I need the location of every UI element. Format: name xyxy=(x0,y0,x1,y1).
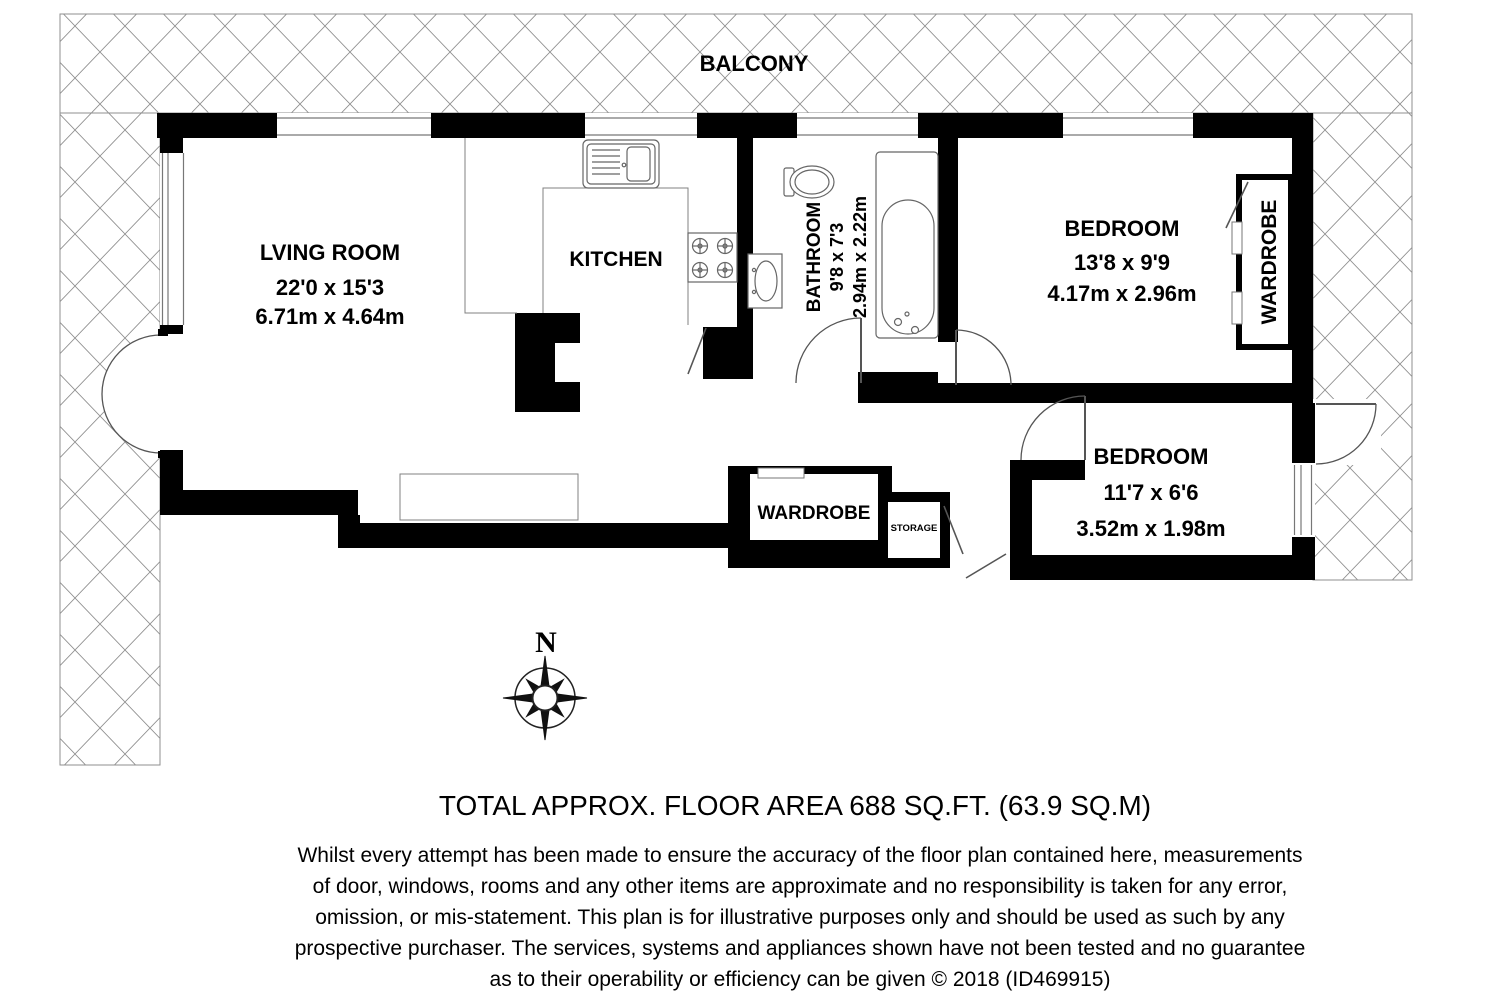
disclaimer-line-5: as to their operability or efficiency can be given © 2018 (ID469915) xyxy=(489,968,1111,991)
kitchen-name: KITCHEN xyxy=(569,248,663,271)
bedroom1-name: BEDROOM xyxy=(1064,216,1180,241)
toilet xyxy=(784,166,834,198)
living-kitchen-divider xyxy=(465,138,517,313)
disclaimer-line-4: prospective purchaser. The services, systems and appliances shown have not been tested and no guarantee xyxy=(294,937,1306,960)
bedroom1-door xyxy=(956,330,1011,385)
bedroom1-wardrobe-notch1 xyxy=(1232,222,1242,254)
basin xyxy=(748,254,782,308)
hall-wardrobe-label: WARDROBE xyxy=(757,503,871,524)
bedroom2-name: BEDROOM xyxy=(1093,444,1209,469)
window-bedroom1 xyxy=(1063,113,1193,138)
compass-rose xyxy=(503,626,587,740)
bedroom1-metric: 4.17m x 2.96m xyxy=(1047,281,1197,306)
bedroom1-imperial: 13'8 x 9'9 xyxy=(1073,250,1171,275)
kitchen-sink xyxy=(583,140,659,188)
balcony-right-strip xyxy=(1313,113,1412,580)
living-room-name: LVING ROOM xyxy=(259,240,401,265)
disclaimer-line-2: of door, windows, rooms and any other items are approximate and no responsibility is taken for any error, xyxy=(312,875,1288,898)
bedroom2-metric: 3.52m x 1.98m xyxy=(1076,516,1226,541)
bedroom2-imperial: 11'7 x 6'6 xyxy=(1103,480,1199,505)
pillar-notch xyxy=(555,343,580,382)
hall-door-leaf xyxy=(966,554,1006,578)
bathtub xyxy=(876,152,938,338)
disclaimer-line-1: Whilst every attempt has been made to ensure the accuracy of the floor plan contained here, measurements xyxy=(297,844,1303,867)
bedroom2-door xyxy=(1021,396,1085,460)
stove-hob xyxy=(688,233,737,282)
window-bathroom xyxy=(797,113,918,138)
bathroom-imperial: 9'8 x 7'3 xyxy=(827,222,847,292)
fixtures xyxy=(583,140,938,338)
window-living-1 xyxy=(277,113,431,138)
disclaimer-line-3: omission, or mis-statement. This plan is for illustrative purposes only and should be used as such by any xyxy=(315,906,1285,929)
bedroom1-wardrobe-notch2 xyxy=(1232,292,1242,324)
walls xyxy=(157,113,1315,580)
bathroom-door xyxy=(796,318,861,383)
bedroom1-wardrobe-label: WARDROBE xyxy=(1258,199,1281,325)
window-living-left xyxy=(160,153,185,325)
total-area-text: TOTAL APPROX. FLOOR AREA 688 SQ.FT. (63.9 SQ.M) xyxy=(438,790,1152,821)
bathroom-name: BATHROOM xyxy=(804,201,825,313)
living-room-metric: 6.71m x 4.64m xyxy=(255,304,405,329)
window-kitchen xyxy=(585,113,697,138)
living-room-imperial: 22'0 x 15'3 xyxy=(275,275,385,300)
balcony-label: BALCONY xyxy=(699,51,809,76)
bathroom-metric: 2.94m x 2.22m xyxy=(850,195,870,319)
window-bedroom2 xyxy=(1292,463,1315,537)
hall-wardrobe-door-notch xyxy=(758,468,804,478)
compass-north-label: N xyxy=(535,626,557,659)
storage-label: STORAGE xyxy=(890,523,938,534)
footer xyxy=(295,790,1306,991)
hall-unit xyxy=(400,474,578,520)
